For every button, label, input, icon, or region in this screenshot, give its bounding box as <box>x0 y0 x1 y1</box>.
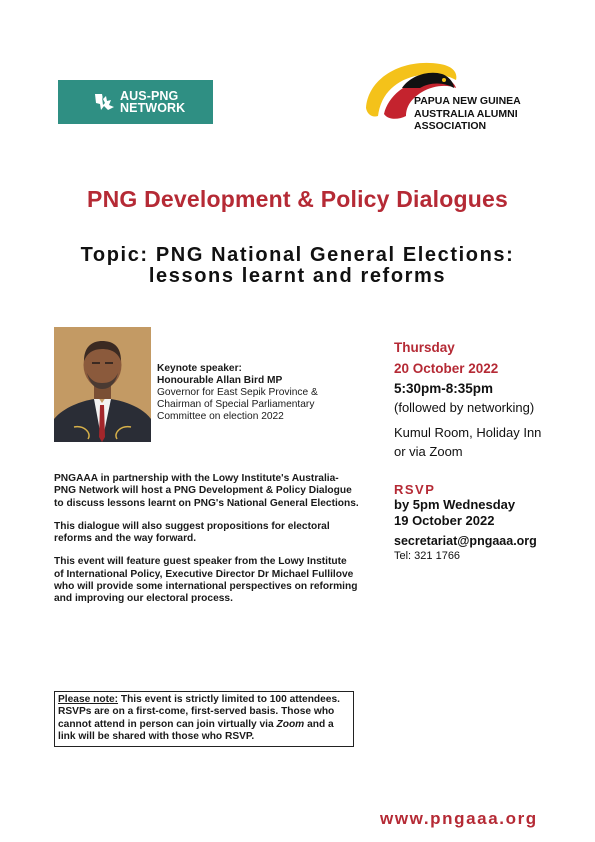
topic-line1: Topic: PNG National General Elections: <box>80 244 515 266</box>
pngaaa-logo-line2: AUSTRALIA ALUMNI <box>414 107 518 120</box>
rsvp-label: RSVP <box>394 482 436 497</box>
pngaaa-logo-line1: PAPUA NEW GUINEA <box>414 95 521 107</box>
event-networking-note: (followed by networking) <box>394 400 535 415</box>
aus-png-logo-line1: AUS-PNG <box>120 89 179 103</box>
rsvp-deadline-line1: by 5pm Wednesday <box>394 497 516 512</box>
event-venue-alt: or via Zoom <box>394 444 463 459</box>
event-venue: Kumul Room, Holiday Inn <box>394 425 542 440</box>
aus-png-network-logo <box>58 80 213 124</box>
speaker-photo <box>54 327 151 442</box>
description-paragraph-1: PNGAAA in partnership with the Lowy Institute's Australia-PNG Network will host a PNG Development & Policy Dialogue to discuss lessons learnt on PNG's National General Elections. <box>54 473 359 509</box>
aus-png-logo-text <box>120 90 185 114</box>
rsvp-phone: Tel: 321 1766 <box>394 550 461 562</box>
event-time: 5:30pm-8:35pm <box>394 381 494 396</box>
map-icon <box>94 91 116 113</box>
description-paragraph-3: This event will feature guest speaker from the Lowy Institute of International Policy, Executive Director Dr Michael Fullilove who will provide some international perspectives on reforming and improving our electoral process. <box>54 556 358 605</box>
note-label: Please note: <box>58 694 119 705</box>
event-day: Thursday <box>394 340 455 355</box>
speaker-role-line3: Committee on election 2022 <box>157 411 284 422</box>
speaker-role-line1: Governor for East Sepik Province & <box>157 387 318 398</box>
note-zoom: Zoom <box>276 718 305 730</box>
topic-line2: lessons learnt and reforms <box>148 265 447 287</box>
event-date: 20 October 2022 <box>394 361 499 376</box>
note-text-1: This event is strictly limited to 100 attendees. RSVPs are on a first-come, first-served basis. Those who cannot attend in person can join virtually via <box>58 694 340 730</box>
speaker-name: Honourable Allan Bird MP <box>157 375 283 386</box>
please-note-box <box>54 691 354 747</box>
aus-png-logo-line2: NETWORK <box>120 101 186 115</box>
rsvp-email-link[interactable]: secretariat@pngaaa.org <box>394 534 537 548</box>
pngaaa-logo-text <box>414 95 521 133</box>
rsvp-deadline-line2: 19 October 2022 <box>394 513 495 528</box>
topic-heading <box>0 245 595 287</box>
note-text-2: and a link will be shared with those who RSVP. <box>58 718 334 742</box>
speaker-label: Keynote speaker: <box>157 363 242 374</box>
speaker-info <box>157 363 367 423</box>
pngaaa-logo-line3: ASSOCIATION <box>414 120 487 132</box>
website-link[interactable]: www.pngaaa.org <box>380 809 538 828</box>
page-title: PNG Development & Policy Dialogues <box>87 186 508 212</box>
pngaaa-logo <box>362 58 522 142</box>
event-description <box>54 473 359 617</box>
description-paragraph-2: This dialogue will also suggest propositions for electoral reforms and the way forward. <box>54 520 330 545</box>
speaker-role-line2: Chairman of Special Parliamentary <box>157 399 315 410</box>
